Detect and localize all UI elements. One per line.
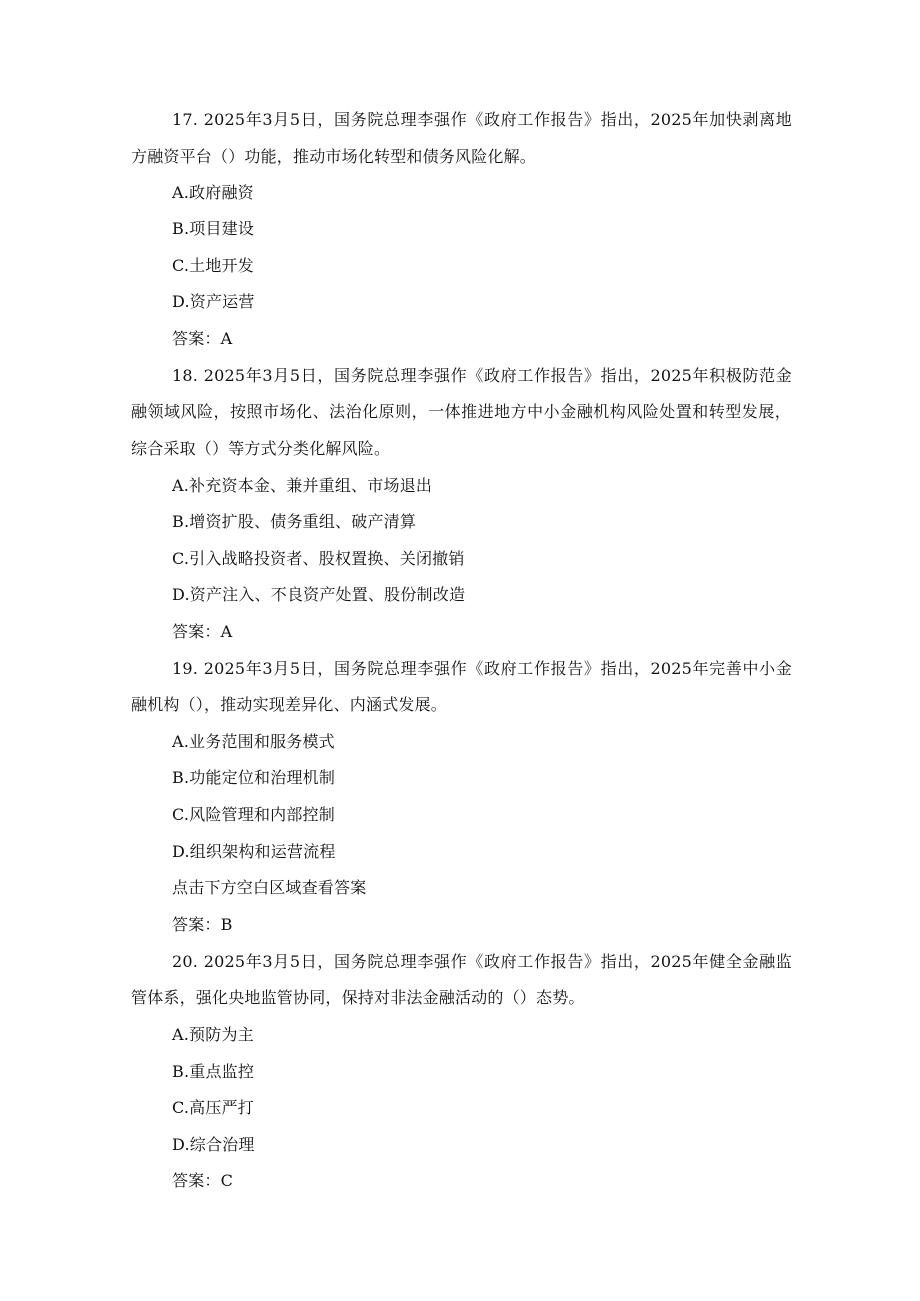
question-18-stem-line-1: 18. 2025年3月5日，国务院总理李强作《政府工作报告》指出，2025年积极防范金 [172,366,792,385]
question-19-stem-line-1: 19. 2025年3月5日，国务院总理李强作《政府工作报告》指出，2025年完善中小金 [172,659,792,678]
question-20-stem-line-1: 20. 2025年3月5日，国务院总理李强作《政府工作报告》指出，2025年健全金融监 [172,952,792,971]
question-17-option-c: C.土地开发 [172,256,254,275]
question-18-option-b: B.增资扩股、债务重组、破产清算 [172,512,417,531]
question-20-option-a: A.预防为主 [172,1025,254,1044]
question-18-option-d: D.资产注入、不良资产处置、股份制改造 [172,585,466,604]
question-20-option-d: D.综合治理 [172,1135,255,1154]
reveal-answer-hint: 点击下方空白区域查看答案 [172,878,367,897]
question-19-option-a: A.业务范围和服务模式 [172,732,335,751]
question-19-stem-line-2: 融机构（），推动实现差异化、内涵式发展。 [131,695,448,714]
question-17-option-b: B.项目建设 [172,219,255,238]
question-17-option-a: A.政府融资 [172,183,254,202]
question-17-option-d: D.资产运营 [172,292,255,311]
question-19-option-d: D.组织架构和运营流程 [172,842,336,861]
question-17-stem-line-1: 17. 2025年3月5日，国务院总理李强作《政府工作报告》指出，2025年加快剥离地 [172,110,792,129]
question-18-answer: 答案：A [172,622,233,641]
question-20-answer: 答案：C [172,1171,234,1190]
question-20-option-b: B.重点监控 [172,1062,255,1081]
question-19-option-c: C.风险管理和内部控制 [172,805,335,824]
question-18-stem-line-2: 融领域风险，按照市场化、法治化原则，一体推进地方中小金融机构风险处置和转型发展， [131,402,791,421]
question-20-stem-line-2: 管体系，强化央地监管协同，保持对非法金融活动的（）态势。 [131,988,585,1007]
question-17-stem-line-2: 方融资平台（）功能，推动市场化转型和债务风险化解。 [131,147,537,166]
question-18-option-a: A.补充资本金、兼并重组、市场退出 [172,476,433,495]
question-19-option-b: B.功能定位和治理机制 [172,768,336,787]
question-19-answer: 答案：B [172,915,233,934]
question-18-stem-line-3: 综合采取（）等方式分类化解风险。 [131,439,391,458]
question-20-option-c: C.高压严打 [172,1098,254,1117]
question-18-option-c: C.引入战略投资者、股权置换、关闭撤销 [172,549,465,568]
question-17-answer: 答案：A [172,329,233,348]
